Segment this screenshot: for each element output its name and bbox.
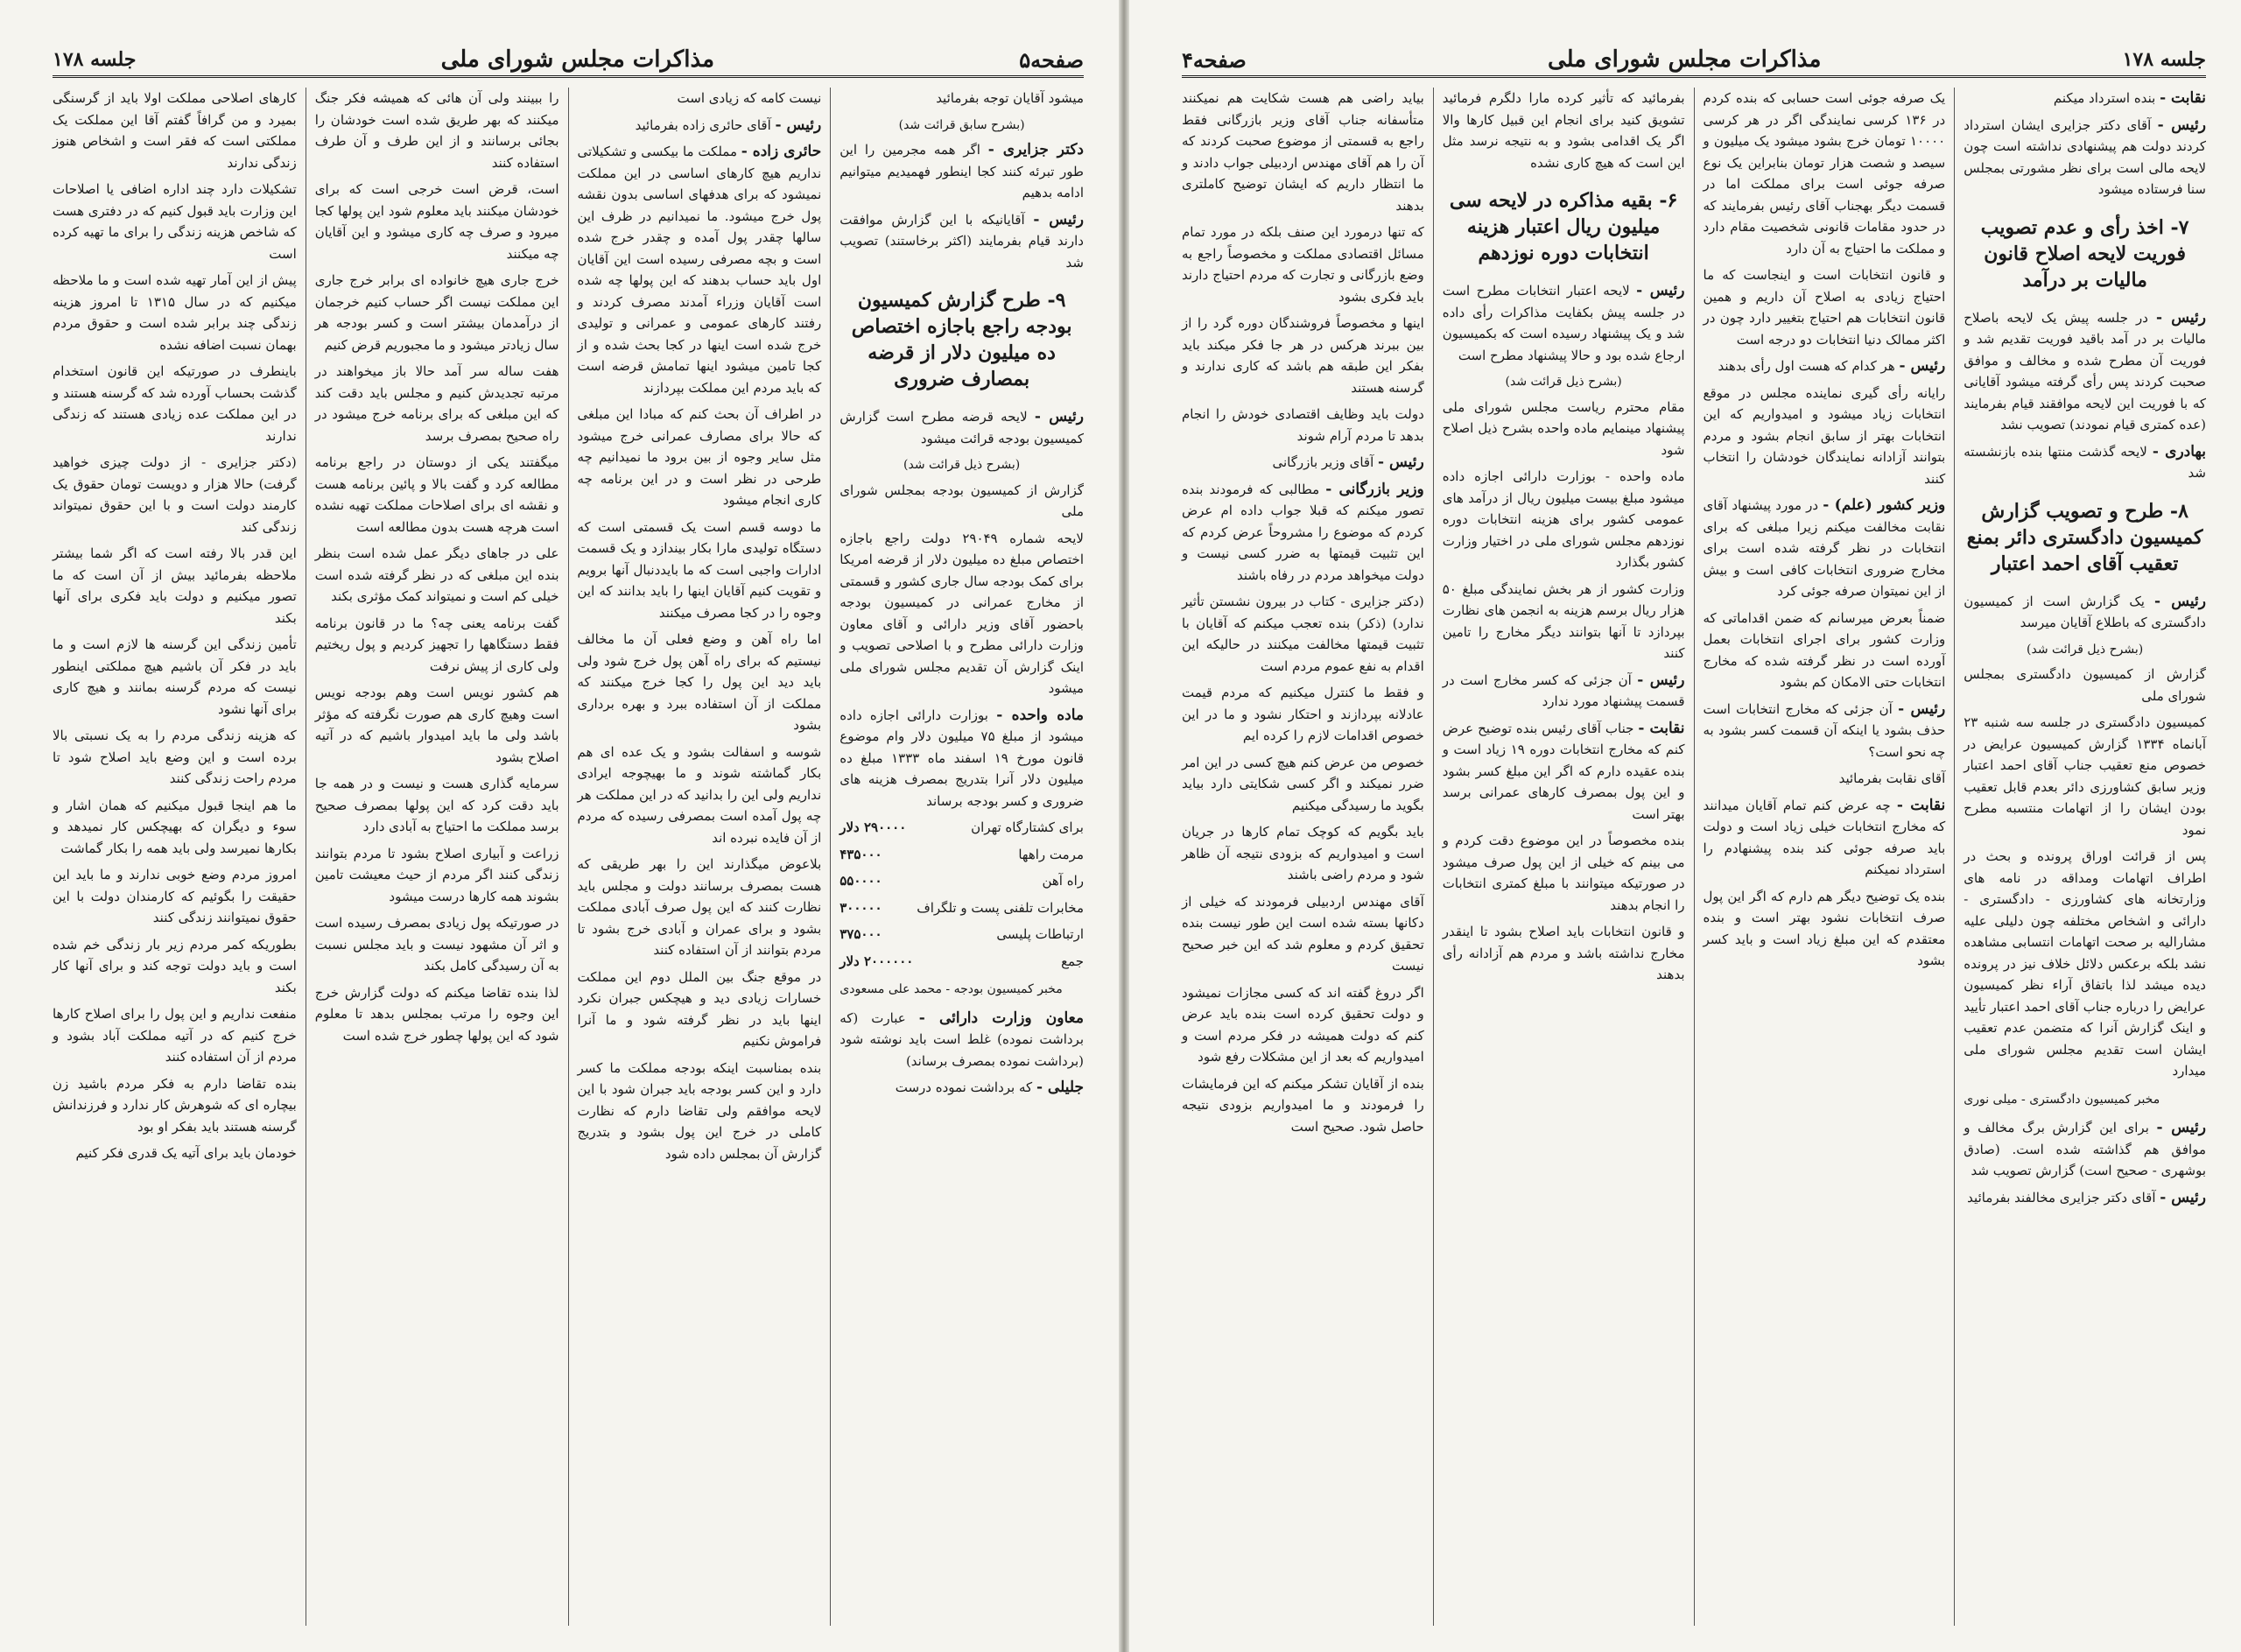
paragraph-text: (دکتر جزایری - کتاب در بیرون نشستن تأثیر ندارد) (ذکر) بنده تعجب میکنم که آقایان با تثبیت قیمتها مخالفت میکنند در حالیکه این اقدام به نفع عموم مردم است — [1182, 594, 1424, 674]
paragraph-text: چه عرض کنم تمام آقایان میدانند که مخارج انتخابات خیلی زیاد است و دولت باید صرفه جوئی کند بنده پیشنهادم را استرداد نمیکنم — [1703, 797, 1946, 877]
paragraph — [578, 517, 822, 624]
signature-line: مخبر کمیسیون بودجه - محمد علی مسعودی — [839, 982, 1063, 996]
paragraph-text: خرج جاری هیچ خانواده ای برابر خرج جاری این مملکت نیست اگر حساب کنیم خرجمان از درآمدمان بیشتر است و کسر بودجه هر سال زیادتر میشود و ما مجبوریم قرض کنیم — [314, 272, 559, 353]
paragraph-text: (دکتر جزایری - از دولت چیزی خواهید گرفت) حالا هزار و دویست تومان حقوق یک کارمند دولت است و با این حقوق نمیتواند زندگی کند — [53, 454, 297, 535]
paragraph-text: آقای دکتر جزایری مخالفند بفرمائید — [1967, 1189, 2156, 1206]
paragraph — [53, 864, 297, 929]
paragraph — [1964, 307, 2206, 436]
budget-item-label: برای کشتارگاه تهران — [971, 819, 1084, 835]
paragraph-text: مقام محترم ریاست مجلس شورای ملی پیشنهاد مینمایم ماده واحده بشرح ذیل اصلاح شود — [1442, 398, 1685, 458]
paragraph — [578, 629, 822, 736]
paragraph — [1182, 752, 1424, 817]
paragraph — [1182, 221, 1424, 307]
paragraph-text: عبارت (که برداشت نموده) غلط است باید نوشته شود (برداشت نموده بمصرف برساند) — [839, 1009, 1084, 1069]
paragraph-text: رایانه رأی گیری نماینده مجلس در موقع انتخابات زیاد میشود و امیدواریم که این انتخابات بهتر از سابق انجام بشود و مردم بتوانند آزادانه نمایندگان خودشان را انتخاب کنند — [1703, 384, 1946, 487]
paragraph — [1182, 1073, 1424, 1138]
paragraph-text: ماده واحده - بوزارت دارائی اجازه داده میشود مبلغ بیست میلیون ریال از درآمد های عمومی کشور برای هزینه انتخابات دوره نوزدهم مجلس شورای ملی در اختیار وزارت کشور بگذارد — [1442, 468, 1685, 570]
paragraph-text: گزارش از کمیسیون دادگستری بمجلس شورای ملی — [1964, 666, 2206, 704]
paragraph-text: ما هم اینجا قبول میکنیم که همان اشار و سوء و دیگران که بهیچکس کار نمیدهد و بکارها نمیرسد ولی باید همه را بکار گماشت — [53, 797, 297, 856]
paragraph — [578, 404, 822, 511]
speaker-name: وزیر کشور (علم) - — [1823, 496, 1946, 514]
speaker-name: دکتر جزایری - — [987, 141, 1084, 158]
paragraph — [53, 934, 297, 999]
paragraph-text: هفت ساله سر آمد حالا باز میخواهند در مرتبه تجدیدش کنیم و مجلس باید دقت کند که این مبلغی که برای برنامه خرج میشود در راه صحیح بمصرف برسد — [314, 363, 559, 444]
paragraph — [1443, 921, 1685, 986]
paragraph-text: و قانون انتخابات باید اصلاح بشود تا اینقدر مخارج نداشته باشد و مردم هم آزادانه رأی بدهند — [1442, 924, 1685, 982]
paragraph-text: میگفتند یکی از دوستان در راجع برنامه مطالعه کرد و گفت بالا و پائین برنامه هست و نقشه ای برای اصلاحات مملکت تهیه نشده است هرچه هست بدون مطالعه است — [314, 454, 559, 535]
paragraph-text: بنده تقاضا دارم به فکر مردم باشید زن بیچاره ای که شوهرش کار ندارد و فرزندانش گرسنه هستند باید بفکر او بود — [53, 1075, 297, 1135]
budget-row — [839, 924, 1084, 946]
paragraph-text: باینطرف در صورتیکه این قانون استخدام گذشت بحساب آورده شد که گرسنه هستند و در این مملکت عده زیادی هستند که زندگی ندارند — [53, 363, 297, 444]
paragraph — [839, 88, 1084, 109]
speaker-name: نقابت - — [1638, 719, 1685, 737]
paragraph-text: مملکت ما بیکسی و تشکیلاتی نداریم هیچ کارهای اساسی در این مملکت نمیشود که برای هدفهای اساسی بدون نقشه پول خرج میشود. ما نمیدانیم در ظرف این سالها چقدر پول آمده و چقدر خرج شده است و بچه مصرفی رسیده است این آقایان اول باید حساب بدهند که این پولها چه شده است آقایان وزراء آمدند مصرف کردند و رفتند کارهای عمومی و عمرانی و تولیدی خرج شده است اینها در کجا بحث شده و از کجا تامین میشود اینها تمامش قرضه است که باید مردم این مملکت بپردازند — [577, 144, 822, 396]
paragraph — [1704, 355, 1946, 377]
text-column — [830, 88, 1092, 1626]
paragraph — [53, 543, 297, 629]
paragraph — [1182, 404, 1424, 446]
paragraph-text: سرمایه گذاری هست و نیست و در همه جا باید دقت کرد که این پولها بمصرف صحیح برسد مملکت ما احتیاج به آبادی دارد — [314, 776, 559, 834]
paragraph-text: هم کشور نویس است وهم بودجه نویس است وهیچ کاری هم صورت نگرفته که مؤثر باشد ولی ما باید امیدوار باشیم که در آتیه اصلاح بشود — [314, 685, 559, 765]
paragraph-text: پیش از این آمار تهیه شده است و ما ملاحظه میکنیم که در سال ۱۳۱۵ تا امروز هزینه زندگی چند برابر شده است و حقوق مردم بهمان نسبت اضافه نشده — [53, 272, 297, 353]
paragraph-text: ما دوسه قسم است یک قسمتی است که دستگاه تولیدی مارا بکار بیندازد و یک قسمت ادارات واجبی است که ما بایددنبال آنها برویم و تقویت کنیم آقایان اینها را باید بدانند که این وجوه را در کجا مصرف میکنند — [577, 518, 822, 621]
paragraph — [1964, 1117, 2206, 1182]
paragraph-text: باید بگویم که کوچک تمام کارها در جریان است و امیدواریم که بزودی نتیجه آن ظاهر شود و مردم راضی باشند — [1182, 824, 1424, 882]
paragraph-text: بنده یک توضیح دیگر هم دارم که اگر این پول صرف انتخابات نشود بهتر است و بنده معتقدم که این مبلغ زیاد است و باید کسر بشود — [1703, 888, 1946, 968]
reading-note: (بشرح ذیل قرائت شد) — [903, 458, 1021, 472]
paragraph-text: گفت برنامه یعنی چه؟ ما در قانون برنامه فقط دستگاهها را تجهیز کردیم و پول ریختیم ولی کاری از پیش نرفت — [314, 615, 559, 674]
paragraph-text: آقای مهندس اردبیلی فرمودند که خیلی از دکانها بسته شده است این طور نیست بنده تحقیق کردم و معلوم شد که این خبر صحیح نیست — [1182, 893, 1424, 974]
paragraph — [53, 634, 297, 720]
budget-row — [839, 870, 1084, 892]
paragraph-text: اما راه آهن و وضع فعلی آن ما مخالف نیستیم که برای راه آهن پول خرج شود ولی باید دید این پول را کجا خرج میکنند که مملکت از آن استفاده ببرد و بهره برداری بشود — [577, 631, 822, 733]
paragraph-text: این قدر بالا رفته است که اگر شما بیشتر ملاحظه بفرمائید بیش از آن است که ما تصور میکنیم و دولت باید فکری برای آنها بکند — [53, 545, 297, 626]
paragraph — [578, 115, 822, 137]
paragraph — [1443, 397, 1685, 461]
speaker-name: ماده واحده - — [996, 706, 1084, 724]
paragraph — [578, 742, 822, 849]
paragraph — [1704, 264, 1946, 350]
paragraph-text: در مورد پیشنهاد آقای نقابت مخالفت میکنم زیرا مبلغی که برای انتخابات در نظر گرفته شده است برای مخارج ضروری انتخابات کافی است و بیش از این نمیتوان صرفه جوئی کرد — [1703, 497, 1946, 599]
paragraph — [1443, 830, 1685, 916]
paragraph-text: و فقط ما کنترل میکنیم که مردم قیمت عادلانه بپردازند و احتکار نشود و ما در این خصوص اقدامات لازم را کرده ایم — [1182, 685, 1424, 743]
paragraph — [839, 705, 1084, 812]
paragraph-text: لذا بنده تقاضا میکنم که دولت گزارش خرج این وجوه را مرتب بمجلس بدهد تا معلوم شود که این پولها چطور خرج شده است — [314, 984, 559, 1044]
paragraph-text: در موقع جنگ بین الملل دوم این مملکت خسارات زیادی دید و هیچکس جبران نکرد اینها باید در نظر گرفته شود و ما آنرا فراموش نکنیم — [577, 968, 822, 1049]
paragraph-text: امروز مردم وضع خوبی ندارند و ما باید این حقیقت را بگوئیم که کارمندان دولت با این حقوق نمیتوانند زندگی کنند — [53, 867, 297, 925]
paragraph-text: یک صرفه جوئی است حسابی که بنده کردم در ۱۳۶ کرسی نمایندگی اگر در هر کرسی ۱۰۰۰۰ تومان خرج بشود میشود یک میلیون و سیصد و شصت هزار تومان بنابراین یک نوع صرفه جوئی است برای مملکت اما در قسمت دیگر بهجناب آقای رئیس بفرمایند که در حدود مقامات قانونی شخصیت مقام دارد و مملکت ما احتیاج به آن دارد — [1703, 90, 1946, 257]
budget-row — [839, 844, 1084, 866]
page-gutter — [1119, 0, 1129, 1652]
paragraph-text: شوسه و اسفالت بشود و یک عده ای هم بکار گماشته شوند و ما بهیچوجه ایرادی نداریم ولی این را بدانید که در این مملکت هر چه پول آمده است بمصرفی رسیده که مردم از آن فایده نبرده اند — [577, 743, 822, 846]
paragraph — [315, 452, 559, 538]
paragraph-text: است، قرض است خرجی است که برای خودشان میکنند باید معلوم شود این پولها کجا میرود و صرف چه کاری میشود و این آقایان چه میکنند — [314, 181, 559, 262]
text-column — [1173, 88, 1433, 1626]
paragraph — [1182, 88, 1424, 216]
paragraph — [53, 1073, 297, 1138]
paragraph-text: خودمان باید برای آتیه یک قدری فکر کنیم — [75, 1145, 297, 1161]
left-page — [0, 0, 1119, 1652]
paragraph — [1182, 479, 1424, 587]
paragraph-text: بنده بمناسبت اینکه بودجه مملکت ما کسر دارد و این کسر بودجه باید جبران شود با این لایحه موافقم ولی تقاضا دارم که نظارت کاملی در خرج این پول بشود و بتدریج گزارش آن بمجلس داده شود — [577, 1059, 822, 1162]
budget-item-label: مخابرات تلفنی پست و تلگراف — [917, 899, 1084, 916]
paragraph — [578, 854, 822, 961]
paragraph-text: وزارت کشور از هر بخش نمایندگی مبلغ ۵۰ هزار ریال برسم هزینه به انجمن های نظارت بپردازد تا آنها بتوانند دیگر مخارج را تامین کنند — [1442, 580, 1685, 661]
paragraph — [1182, 682, 1424, 747]
paragraph — [1964, 712, 2206, 840]
paragraph-text: برای این گزارش برگ مخالف و موافق هم گذاشته شده است. (صادق بوشهری - صحیح است) گزارش تصویب شد — [1964, 1120, 2206, 1178]
paragraph-text: و قانون انتخابات است و اینجاست که ما احتیاج زیادی به اصلاح آن داریم و همین قانون انتخابات هم احتیاج بتغییر دارد چون در اکثر ممالک دنیا انتخابات دو درجه است — [1703, 267, 1946, 348]
speaker-name: وزیر بازرگانی - — [1325, 480, 1424, 498]
paragraph — [1964, 846, 2206, 1082]
paragraph-text: در صورتیکه پول زیادی بمصرف رسیده است و اثر آن مشهود نیست و باید مجلس نسبت به آن رسیدگی کامل بکند — [314, 915, 559, 974]
paragraph — [53, 1003, 297, 1068]
paragraph — [53, 725, 297, 790]
paragraph-text: اینها و مخصوصاً فروشندگان دوره گرد را از بین ببرند هرکس در هر جا فکر میکند باید بفکر این طبقه هم باشد که کاری ندارند و گرسنه هستند — [1182, 315, 1424, 396]
paragraph — [315, 912, 559, 977]
paragraph-text: گزارش از کمیسیون بودجه بمجلس شورای ملی — [839, 482, 1084, 519]
paragraph-text: علی در جاهای دیگر عمل شده است بنظر بنده این مبلغی که در نظر گرفته شده است خیلی کم است و نمیتواند کمک مؤثری بکند — [314, 545, 559, 604]
paragraph — [1704, 608, 1946, 693]
paragraph — [1704, 495, 1946, 602]
paragraph-text: آقای حائری زاده بفرمائید — [635, 116, 771, 133]
paragraph-text: اگر همه مجرمین را این طور تبرئه کنند کجا اینطور فهمیدیم میتوانیم ادامه بدهیم — [839, 142, 1084, 200]
budget-item-amount: ۲۹۰۰۰۰ دلار — [839, 819, 907, 835]
paragraph-text: اگر دروغ گفته اند که کسی مجازات نمیشود و دولت تحقیق کرده است بنده باید عرض کنم که دولت همیشه در فکر مردم است و امیدواریم که بعد از این مشکلات رفع شود — [1182, 984, 1424, 1065]
paragraph — [1182, 591, 1424, 677]
paragraph — [839, 139, 1084, 204]
paragraph-text: آن جزئی که مخارج انتخابات است حذف بشود یا اینکه آن قسمت کسر بشود به چه نحو است؟ — [1703, 700, 1946, 760]
paragraph — [1182, 452, 1424, 474]
paragraph-text: که هزینه زندگی مردم را به یک نسبتی بالا برده است و این وضع باید اصلاح شود تا مردم راحت زندگی کنند — [53, 728, 297, 786]
paragraph — [53, 361, 297, 446]
paragraph-text: پس از قرائت اوراق پرونده و بحث در اطراف اتهامات ومداقه در نامه های وزارتخانه های کشاورزی - دادگستری - دارائی و اشخاص مختلفه چون دلیلی علیه مشارالیه بر صحت اتهامات انتسابی مشاهده نشد بلکه برعکس دلائل خلاف نیز در پرونده دیده میشد لذا باتفاق آراء نظر کمیسیون عرایض را درباره جناب آقای احمد اعتبار تأیید و اینک گزارش آنرا که متضمن عدم تعقیب ایشان است تقدیم مجلس شورای ملی میدارد — [1964, 848, 2206, 1079]
budget-item-amount: ۴۳۵۰۰۰ — [839, 846, 882, 862]
paragraph — [315, 682, 559, 768]
speaker-name: رئیس - — [1637, 671, 1685, 689]
paragraph — [839, 480, 1084, 523]
paragraph — [1704, 88, 1946, 259]
paragraph-text: زراعت و آبیاری اصلاح بشود تا مردم بتوانند زندگی کنند اگر مردم از حیث معیشت تامین بشوند همه کارها درست میشود — [314, 845, 559, 904]
paragraph — [1964, 1187, 2206, 1209]
session-number: جلسه ۱۷۸ — [2122, 48, 2206, 71]
section-heading: ۸- طرح و تصویب گزارش کمیسیون دادگستری دائر بمنع تعقیب آقای احمد اعتبار — [1966, 499, 2203, 575]
session-number: جلسه ۱۷۸ — [53, 48, 137, 71]
page-title: مذاکرات مجلس شورای ملی — [1547, 46, 1822, 73]
paragraph-text: کمیسیون دادگستری در جلسه سه شنبه ۲۳ آبانماه ۱۳۳۴ گزارش کمیسیون عرایض در خصوص منع تعقیب جناب آقای احمد اعتبار وزیر سابق کشاورزی دائر بعدم قابل تعقیب بودن ایشان را از اتهامات منتسبه مطرح نمود — [1964, 714, 2206, 838]
budget-item-amount: ۳۷۵۰۰۰ — [839, 926, 882, 942]
page-number: صفحه۴ — [1182, 46, 1247, 73]
budget-item-label: جمع — [1061, 953, 1084, 969]
speaker-name: حائری زاده - — [741, 143, 822, 160]
budget-item-amount: ۲۰۰۰۰۰۰ دلار — [839, 953, 914, 969]
paragraph-text: تأمین زندگی این گرسنه ها لازم است و ما باید در فکر آن باشیم هیچ مملکتی اینطور نیست که مردم گرسنه بمانند و هیچ کاری برای آنها نشود — [53, 636, 297, 717]
paragraph-text: که تنها درمورد این صنف بلکه در مورد تمام مسائل اقتصادی مملکت و مخصوصاً راجع به وضع بازرگانی و تجارت که مردم احتیاج دارند باید فکری بشود — [1182, 224, 1424, 305]
paragraph-text: آقای وزیر بازرگانی — [1272, 454, 1374, 470]
speaker-name: رئیس - — [2157, 116, 2206, 134]
paragraph-text: آقای دکتر جزایری ایشان استرداد کردند دولت هم پیشنهادی نداشته است چون لایحه مالی است برای نظر مشورتی بمجلس سنا فرستاده میشود — [1964, 116, 2206, 197]
paragraph-text: بنده از آقایان تشکر میکنم که این فرمایشات را فرمودند و ما امیدواریم بزودی نتیجه حاصل شود. صحیح است — [1182, 1075, 1424, 1135]
speaker-name: رئیس - — [1636, 282, 1685, 299]
paragraph — [53, 88, 297, 173]
paragraph — [53, 452, 297, 538]
speaker-name: رئیس - — [775, 116, 822, 134]
paragraph — [578, 967, 822, 1052]
paragraph — [1964, 115, 2206, 200]
paragraph — [839, 1008, 1084, 1072]
paragraph — [1182, 982, 1424, 1068]
paragraph — [53, 270, 297, 355]
budget-item-label: ارتباطات پلیسی — [996, 926, 1084, 942]
speaker-name: رئیس - — [1378, 453, 1424, 471]
text-column — [1694, 88, 1955, 1626]
section-heading: ۹- طرح گزارش کمیسیون بودجه راجع باجازه اختصاص ده میلیون دلار از قرضه بمصارف ضروری — [851, 289, 1072, 390]
paragraph-text: خصوص من عرض کنم هیچ کسی در این امر ضرر نمیکند و اگر کسی شکایتی دارد بیاید بگوید ما رسیدگی میکنیم — [1182, 754, 1424, 813]
paragraph — [1964, 88, 2206, 109]
paragraph-text: بوزارت دارائی اجازه داده میشود از مبلغ ۷۵ میلیون دلار وام موضوع قانون مورخ ۱۹ اسفند ماه ۱۳۳۳ مبلغ ده میلیون دلار آنرا بتدریج بمصرف هزینه های ضروری و کسر بودجه برساند — [839, 706, 1084, 809]
paragraph — [315, 88, 559, 173]
text-column — [1954, 88, 2215, 1626]
speaker-name: رئیس - — [1033, 210, 1084, 228]
paragraph-text: لایحه قرضه مطرح است گزارش کمیسیون بودجه قرائت میشود — [839, 409, 1084, 446]
text-column — [306, 88, 568, 1626]
paragraph — [1182, 891, 1424, 977]
paragraph-text: مطالبی که فرمودند بنده تصور میکنم که قبلا جواب داده ام عرض کردم که موضوع را مشروحاً عرض کردم که این تثبیت قیمتها به ضرر کسی نیست و دولت میخواهد مردم در رفاه باشند — [1182, 481, 1424, 583]
paragraph — [578, 88, 822, 109]
paragraph — [1964, 664, 2206, 706]
paragraph-text: هر کدام که هست اول رأی بدهند — [1718, 358, 1895, 374]
page-number: صفحه۵ — [1019, 46, 1084, 73]
paragraph — [1704, 768, 1946, 790]
paragraph — [1443, 466, 1685, 573]
speaker-name: رئیس - — [2156, 1119, 2206, 1136]
paragraph — [53, 179, 297, 264]
paragraph — [315, 543, 559, 608]
budget-item-amount: ۳۰۰۰۰۰ — [839, 899, 882, 916]
paragraph — [578, 141, 822, 398]
paragraph — [1182, 821, 1424, 886]
speaker-name: بهادری - — [2152, 442, 2206, 460]
paragraph-text: لایحه شماره ۲۹۰۴۹ دولت راجع باجازه اختصاص مبلغ ده میلیون دلار از قرضه امریکا برای کمک بودجه سال جاری کشور و قسمتی از مخارج عمرانی در کمیسیون بودجه باحضور آقای وزیر دارائی و آقای معاون وزارت دارائی مطرح و با اصلاحی تصویب و اینک گزارش آن تقدیم مجلس شورای ملی میشود — [839, 530, 1084, 696]
text-column — [44, 88, 306, 1626]
paragraph — [839, 209, 1084, 274]
budget-item-label: مرمت راهها — [1018, 846, 1084, 862]
paragraph — [315, 613, 559, 678]
paragraph — [53, 1142, 297, 1164]
reading-note: (بشرح ذیل قرائت شد) — [2027, 642, 2144, 657]
paragraph — [1443, 88, 1685, 173]
right-page-header — [1182, 44, 2206, 78]
paragraph — [315, 773, 559, 838]
left-page-header — [53, 44, 1084, 78]
paragraph — [315, 179, 559, 264]
speaker-name: رئیس - — [1899, 357, 1946, 375]
speaker-name: رئیس - — [2154, 592, 2206, 610]
budget-item-amount: ۵۵۰۰۰۰ — [839, 873, 882, 889]
paragraph — [315, 982, 559, 1047]
paragraph-text: کارهای اصلاحی مملکت اولا باید از گرسنگی بمیرد و من گرافاً گفتم آقا این مملکت یک مملکتی است که فقر است و اشخاص هنوز زندگی ندارند — [53, 90, 297, 171]
paragraph — [1182, 313, 1424, 398]
paragraph-text: بنده مخصوصاً در این موضوع دقت کردم و می بینم که خیلی از این پول صرف میشود در صورتیکه میتوانند با مبلغ کمتری انتخابات را انجام بدهند — [1442, 833, 1685, 913]
paragraph-text: تشکیلات دارد چند اداره اضافی یا اصلاحات این وزارت باید قبول کنیم که در دفتری هست که شاخص هزینه زندگی را برای ما تهیه کرده است — [52, 181, 297, 262]
paragraph-text: ضمناً بعرض میرسانم که ضمن اقداماتی که وزارت کشور برای اجرای انتخابات بعمل آورده است در نظر گرفته شده که مخارج انتخابات حتی الامکان کم بشود — [1703, 609, 1946, 690]
text-column — [1433, 88, 1694, 1626]
signature-line: مخبر کمیسیون دادگستری - میلی نوری — [1964, 1092, 2160, 1107]
paragraph-text: جناب آقای رئیس بنده توضیح عرض کنم که مخارج انتخابات دوره ۱۹ زیاد است و بنده عقیده دارم که اگر این مبلغ کسر بشود و این پول بمصرف کارهای عمرانی برسد بهتر است — [1442, 720, 1685, 822]
paragraph-text: میشود آقایان توجه بفرمائید — [936, 90, 1084, 106]
section-heading: ۷- اخذ رأی و عدم تصویب فوریت لایحه اصلاح قانون مالیات بر درآمد — [1980, 215, 2189, 292]
paragraph — [1443, 718, 1685, 826]
paragraph — [315, 270, 559, 355]
budget-row — [839, 897, 1084, 919]
paragraph — [839, 406, 1084, 449]
paragraph — [578, 1058, 822, 1165]
budget-row — [839, 817, 1084, 839]
reading-note: (بشرح ذیل قرائت شد) — [1505, 375, 1622, 389]
budget-row — [839, 951, 1084, 973]
speaker-name: نقابت - — [2160, 89, 2206, 107]
paragraph-text: لایحه اعتبار انتخابات مطرح است در جلسه پیش بکفایت مذاکرات رأی داده شد و یک پیشنهاد رسیده است که بکمیسیون ارجاع شده بود و حالا پیشنهاد مطرح است — [1442, 283, 1685, 363]
right-columns — [1173, 88, 2215, 1626]
paragraph-text: در اطراف آن بحث کنم که مبادا این مبلغی که حالا برای مصارف عمرانی خرج میشود مثل سایر وجوه از بین برود ما نمیدانیم چه طرحی در نظر است و در این برنامه چه کاری انجام میشود — [577, 406, 822, 508]
speaker-name: رئیس - — [1034, 408, 1084, 425]
paragraph-text: که برداشت نموده درست — [895, 1079, 1033, 1095]
paragraph — [1704, 795, 1946, 881]
section-heading: ۶- بقیه مذاکره در لایحه سی میلیون ریال اعتبار هزینه انتخابات دوره نوزدهم — [1449, 189, 1678, 264]
paragraph-text: بیاید راضی هم هست شکایت هم نمیکنند متأسفانه جناب آقای وزیر بازرگانی فقط راجع به قسمتی از موضوع صحبت کردند که آن را هم آقای مهندس اردبیلی جواب دادند و ما انتظار داریم که ایشان توضیح کاملتری بدهند — [1182, 90, 1424, 214]
speaker-name: نقابت - — [1896, 796, 1946, 814]
paragraph-text: دولت باید وظایف اقتصادی خودش را انجام بدهد تا مردم آرام شوند — [1182, 406, 1424, 444]
paragraph — [1443, 280, 1685, 366]
paragraph — [315, 361, 559, 446]
speaker-name: رئیس - — [2160, 1188, 2206, 1206]
paragraph — [839, 1077, 1084, 1099]
paragraph-text: آقایانیکه با این گزارش موافقت دارند قیام بفرمایند (اکثر برخاستند) تصویب شد — [839, 211, 1084, 271]
paragraph — [1964, 441, 2206, 484]
paragraph-text: بفرمائید که تأثیر کرده مارا دلگرم فرمائید تشویق کنید برای انجام این قبیل کارها والا اگر یک اقدامی بشود و به نتیجه نرسد مثل این است که هیچ کاری نشده — [1442, 90, 1685, 171]
paragraph — [1443, 670, 1685, 713]
paragraph — [53, 795, 297, 860]
page-title: مذاکرات مجلس شورای ملی — [440, 46, 715, 73]
paragraph-text: منفعت نداریم و این پول را برای اصلاح کارها خرج کنیم که در آتیه مملکت آباد بشود و مردم از آن استفاده کنند — [53, 1006, 297, 1065]
paragraph-text: را ببینند ولی آن هائی که همیشه فکر جنگ میکنند که بهر طریق شده است خودشان را بجائی برسانند و از این طرف و آن طرف استفاده کنند — [314, 90, 559, 171]
paragraph — [1443, 579, 1685, 664]
paragraph — [839, 528, 1084, 699]
paragraph — [1704, 699, 1946, 763]
paragraph-text: بطوریکه کمر مردم زیر بار زندگی خم شده است و باید دولت توجه کند و برای آنها کار بکند — [53, 936, 297, 995]
paragraph — [1704, 383, 1946, 490]
speaker-name: رئیس - — [2156, 308, 2206, 327]
reading-note: (بشرح سابق قرائت شد) — [898, 117, 1025, 132]
left-columns — [44, 88, 1092, 1626]
speaker-name: معاون وزارت دارائی - — [918, 1009, 1084, 1027]
paragraph-text: نیست کامه که زیادی است — [677, 90, 822, 106]
speaker-name: جلیلی - — [1036, 1079, 1084, 1096]
right-page — [1129, 0, 2241, 1652]
text-column — [568, 88, 831, 1626]
paragraph-text: بلاعوض میگذارند این را بهر طریقی که هست بمصرف برسانند دولت و مجلس باید نظارت کنند که این پول صرف آبادی مملکت بشود و برای عمران و آبادی خرج بشود تا مردم بتوانند از آن استفاده کنند — [577, 856, 822, 958]
paragraph — [1704, 886, 1946, 972]
budget-item-label: راه آهن — [1042, 873, 1084, 889]
paragraph-text: یک گزارش است از کمیسیون دادگستری که باطلاع آقایان میرسد — [1964, 593, 2206, 630]
speaker-name: رئیس - — [1898, 699, 1946, 718]
paragraph-text: بنده استرداد میکنم — [2053, 90, 2156, 106]
paragraph-text: در جلسه پیش یک لایحه باصلاح مالیات بر در آمد باقید فوریت تقدیم شد و فوریت آن مطرح شده و مخالف و موافق صحبت کردند پس رأی گرفته میشود آقایانی که با فوریت این لایحه موافقند قیام بفرمایند (عده کمتری قیام نمودند) تصویب نشد — [1964, 309, 2206, 432]
paragraph-text: آقای نقابت بفرمائید — [1838, 770, 1946, 786]
paragraph — [315, 843, 559, 908]
paragraph — [1964, 591, 2206, 634]
paragraph-text: آن جزئی که کسر مخارج است در قسمت پیشنهاد مورد ندارد — [1442, 671, 1685, 709]
paragraph-text: لایحه گذشت منتها بنده بازنشسته شد — [1964, 443, 2206, 481]
